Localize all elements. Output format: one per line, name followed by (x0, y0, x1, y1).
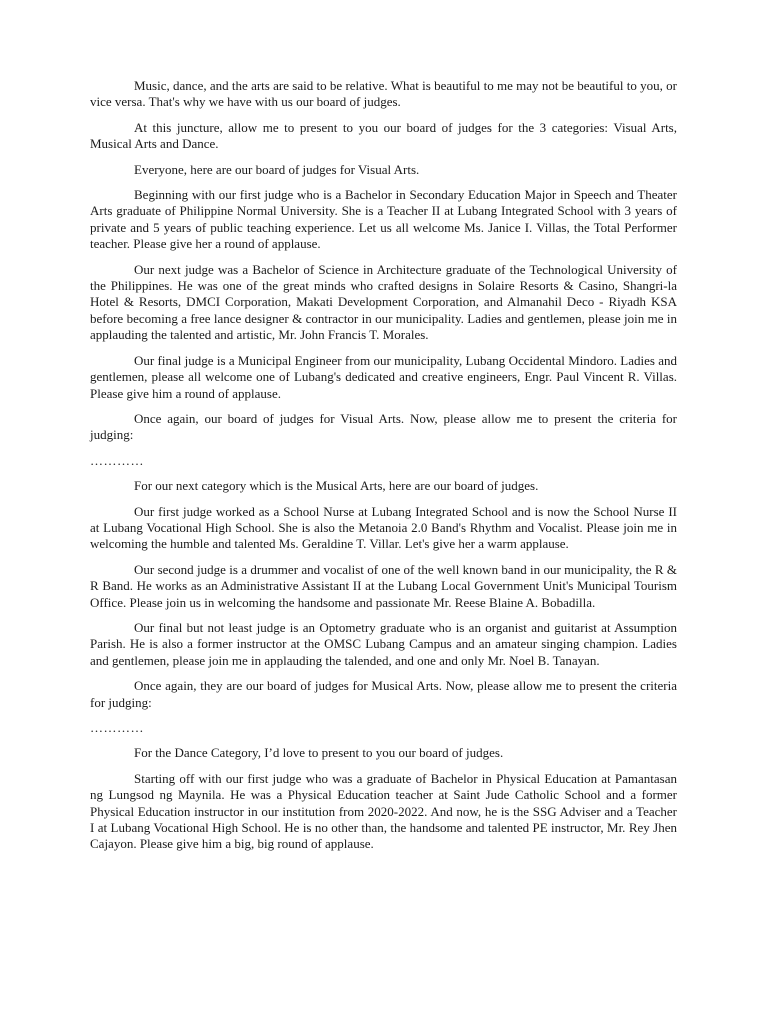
separator-dots: ………… (90, 452, 144, 468)
paragraph-visual-judge-2: Our next judge was a Bachelor of Science in Architecture graduate of the Technological University of the Philippines. He was one of the great minds who crafted designs in Solaire Resorts & Casino, Shangri-la Hotel & Resorts, DMCI Corporation, Makati Development Corporation, and Almanahil Deco - Riyadh KSA before becoming a free lance designer & contractor in our municipality. Ladies and gentlemen, please join me in applauding the talented and artistic, Mr. John Francis T. Morales. (90, 261, 677, 343)
paragraph-musical-judge-1: Our first judge worked as a School Nurse at Lubang Integrated School and is now the School Nurse II at Lubang Vocational High School. She is also the Metanoia 2.0 Band's Rhythm and Vocalist. Please join me in welcoming the humble and talented Ms. Geraldine T. Villar. Let's give her a warm applause. (90, 503, 677, 552)
paragraph-dance-heading: For the Dance Category, I’d love to present to you our board of judges. (134, 745, 504, 761)
separator-dots: ………… (90, 720, 144, 735)
paragraph-musical-criteria: Once again, they are our board of judges for Musical Arts. Now, please allow me to present the criteria for judging: (90, 678, 677, 710)
paragraph-visual-judge-1: Beginning with our first judge who is a Bachelor in Secondary Education Major in Speech and Theater Arts graduate of Philippine Normal University. She is a Teacher II at Lubang Integrated School with 3 years of private and 5 years of public teaching experience. Let us all welcome Ms. Janice I. Villas, the Total Performer teacher. Please give her a round of applause. (90, 187, 677, 252)
paragraph-dance-judge-1: Starting off with our first judge who was a graduate of Bachelor in Physical Education at Pamantasan ng Lungsod ng Maynila. He was a Physical Education teacher at Saint Jude Catholic School and a former Physical Education instructor in our institution from 2020-2022. And now, he is the SSG Adviser and a Teacher I at Lubang Vocational High School. He is no other than, the handsome and talented PE instructor, Mr. Rey Jhen Cajayon. Please give him a big, big round of applause. (90, 770, 677, 852)
paragraph-categories: At this juncture, allow me to present to you our board of judges for the 3 categories: Visual Arts, Musical Arts and Dance. (90, 119, 677, 152)
paragraph-intro: Music, dance, and the arts are said to be relative. What is beautiful to me may not be beautiful to you, or vice versa. That's why we have with us our board of judges. (90, 78, 677, 110)
paragraph-musical-arts-heading: For our next category which is the Musical Arts, here are our board of judges. (134, 478, 539, 494)
document-page (90, 78, 677, 862)
paragraph-visual-judge-3: Our final judge is a Municipal Engineer from our municipality, Lubang Occidental Mindoro. Ladies and gentlemen, please all welcome one of Lubang's dedicated and creative engineers, Engr. Paul Vincent R. Villas. Please give him a round of applause. (90, 352, 677, 401)
paragraph-musical-judge-2: Our second judge is a drummer and vocalist of one of the well known band in our municipality, the R & R Band. He works as an Administrative Assistant II at the Lubang Local Government Unit's Municipal Tourism Office. Please join us in welcoming the handsome and passionate Mr. Reese Blaine A. Bobadilla. (90, 561, 677, 610)
paragraph-visual-criteria: Once again, our board of judges for Visual Arts. Now, please allow me to present the criteria for judging: (90, 410, 677, 443)
paragraph-visual-arts-heading: Everyone, here are our board of judges for Visual Arts. (134, 161, 420, 177)
paragraph-musical-judge-3: Our final but not least judge is an Optometry graduate who is an organist and guitarist at Assumption Parish. He is also a former instructor at the OMSC Lubang Campus and an amateur singing champion. Ladies and gentlemen, please join me in applauding the talended, and one and only Mr. Noel B. Tanayan. (90, 619, 677, 668)
